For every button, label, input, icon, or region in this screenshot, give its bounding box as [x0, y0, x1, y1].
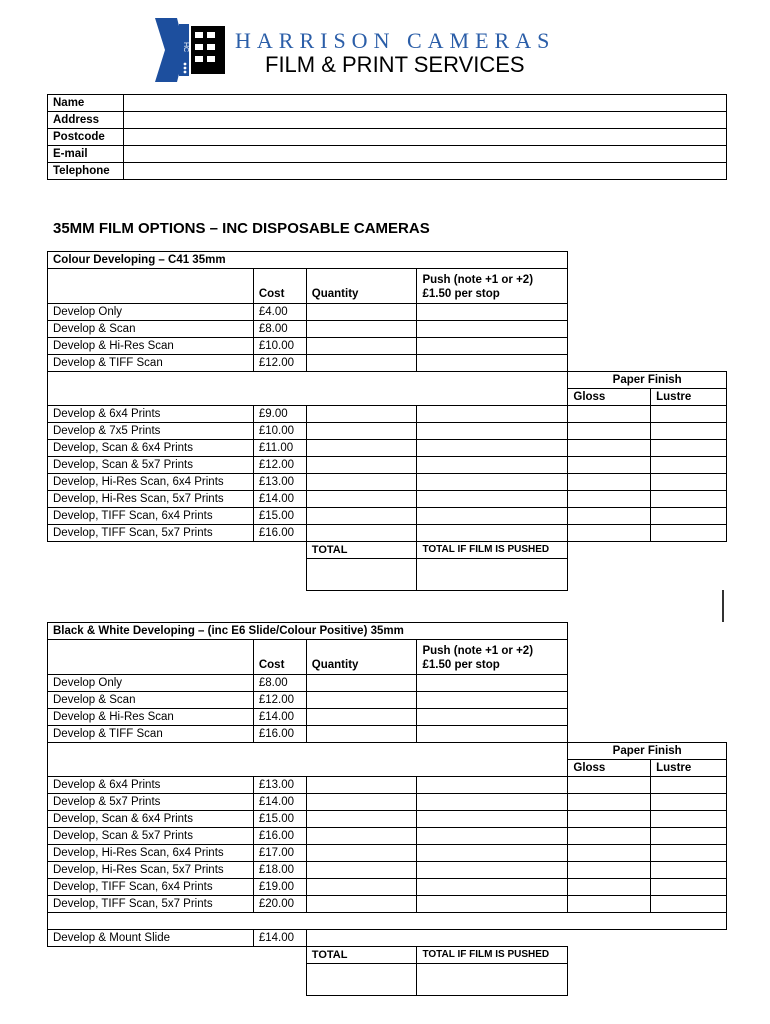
quantity-field[interactable]: [306, 304, 417, 321]
print-rows: [48, 777, 727, 913]
push-field[interactable]: [417, 896, 568, 913]
push-field[interactable]: [417, 675, 568, 692]
field-label: Name: [48, 95, 124, 112]
item-row: [48, 862, 727, 879]
total-pushed-label: TOTAL IF FILM IS PUSHED: [417, 947, 568, 964]
field-label: Postcode: [48, 129, 124, 146]
push-field[interactable]: [417, 423, 568, 440]
item-row: [48, 879, 727, 896]
gloss-field[interactable]: [568, 508, 651, 525]
total-field[interactable]: [306, 964, 417, 996]
item-name: Develop, Hi-Res Scan, 6x4 Prints: [48, 845, 254, 862]
lustre-field[interactable]: [651, 508, 727, 525]
field-label: Address: [48, 112, 124, 129]
gloss-field[interactable]: [568, 474, 651, 491]
item-name: Develop, TIFF Scan, 5x7 Prints: [48, 525, 254, 542]
field-label: Telephone: [48, 163, 124, 180]
gloss-field[interactable]: [568, 406, 651, 423]
brand-subtitle: FILM & PRINT SERVICES: [265, 52, 525, 77]
push-field[interactable]: [417, 440, 568, 457]
item-name: Develop Only: [48, 675, 254, 692]
item-name: Develop & Scan: [48, 692, 254, 709]
gloss-field[interactable]: [568, 862, 651, 879]
quantity-field[interactable]: [306, 440, 417, 457]
gloss-field[interactable]: [568, 777, 651, 794]
lustre-field[interactable]: [651, 794, 727, 811]
lustre-header: Lustre: [651, 760, 727, 777]
push-field[interactable]: [417, 726, 568, 743]
quantity-field[interactable]: [306, 692, 417, 709]
push-field[interactable]: [417, 811, 568, 828]
quantity-header: Quantity: [306, 269, 417, 304]
gloss-field[interactable]: [568, 811, 651, 828]
item-cost: £15.00: [253, 508, 306, 525]
push-field[interactable]: [417, 525, 568, 542]
item-cost: £10.00: [253, 338, 306, 355]
item-row: [48, 794, 727, 811]
colour-developing-table: [47, 251, 727, 591]
lustre-field[interactable]: [651, 474, 727, 491]
quantity-field[interactable]: [306, 321, 417, 338]
push-field[interactable]: [417, 709, 568, 726]
item-name: Develop, Scan & 5x7 Prints: [48, 457, 254, 474]
item-name: Develop, Hi-Res Scan, 6x4 Prints: [48, 474, 254, 491]
item-cost: £12.00: [253, 355, 306, 372]
gloss-field[interactable]: [568, 896, 651, 913]
customer-details-table: [47, 94, 727, 180]
lustre-field[interactable]: [651, 811, 727, 828]
item-cost: £17.00: [253, 845, 306, 862]
lustre-field[interactable]: [651, 879, 727, 896]
item-name: Develop, TIFF Scan, 6x4 Prints: [48, 508, 254, 525]
quantity-field[interactable]: [306, 879, 417, 896]
lustre-field[interactable]: [651, 525, 727, 542]
slide-row: [48, 930, 727, 947]
quantity-field[interactable]: [306, 355, 417, 372]
quantity-field[interactable]: [306, 675, 417, 692]
push-field[interactable]: [417, 406, 568, 423]
item-cost: £16.00: [253, 726, 306, 743]
item-row: [48, 845, 727, 862]
push-header: Push (note +1 or +2) £1.50 per stop: [417, 640, 568, 675]
lustre-field[interactable]: [651, 896, 727, 913]
item-cost: £14.00: [253, 930, 306, 947]
customer-row-address: [48, 112, 727, 129]
quantity-field[interactable]: [306, 457, 417, 474]
lustre-field[interactable]: [651, 423, 727, 440]
print-rows: [48, 406, 727, 542]
item-name: Develop & Hi-Res Scan: [48, 709, 254, 726]
item-name: Develop & TIFF Scan: [48, 355, 254, 372]
item-cost: £10.00: [253, 423, 306, 440]
item-cost: £13.00: [253, 777, 306, 794]
customer-row-email: [48, 146, 727, 163]
lustre-field[interactable]: [651, 845, 727, 862]
quantity-field[interactable]: [306, 338, 417, 355]
quantity-field[interactable]: [306, 896, 417, 913]
item-cost: £14.00: [253, 794, 306, 811]
lustre-field[interactable]: [651, 406, 727, 423]
item-name: Develop, TIFF Scan, 6x4 Prints: [48, 879, 254, 896]
section-title: 35MM FILM OPTIONS – INC DISPOSABLE CAMERAS: [53, 220, 430, 237]
quantity-field[interactable]: [306, 491, 417, 508]
quantity-field[interactable]: [306, 423, 417, 440]
lustre-field[interactable]: [651, 491, 727, 508]
item-cost: £15.00: [253, 811, 306, 828]
develop-rows: [48, 304, 727, 372]
item-row: [48, 726, 727, 743]
item-row: [48, 440, 727, 457]
item-name: Develop & Scan: [48, 321, 254, 338]
quantity-field[interactable]: [306, 726, 417, 743]
name-field[interactable]: [124, 95, 727, 112]
push-field[interactable]: [417, 491, 568, 508]
bw-developing-table: [47, 622, 727, 996]
svg-text:HC: HC: [182, 42, 189, 53]
gloss-field[interactable]: [568, 828, 651, 845]
customer-row-name: [48, 95, 727, 112]
text-cursor: [722, 590, 724, 622]
quantity-field[interactable]: [306, 508, 417, 525]
item-name: Develop, TIFF Scan, 5x7 Prints: [48, 896, 254, 913]
item-cost: £9.00: [253, 406, 306, 423]
gloss-field[interactable]: [568, 457, 651, 474]
item-row: [48, 321, 727, 338]
item-name: Develop & 5x7 Prints: [48, 794, 254, 811]
item-name: Develop & Mount Slide: [48, 930, 254, 947]
item-row: [48, 525, 727, 542]
push-field[interactable]: [417, 845, 568, 862]
item-row: [48, 777, 727, 794]
gloss-field[interactable]: [568, 491, 651, 508]
item-cost: £12.00: [253, 457, 306, 474]
item-row: [48, 423, 727, 440]
quantity-field[interactable]: [306, 525, 417, 542]
push-field[interactable]: [417, 828, 568, 845]
push-field[interactable]: [417, 338, 568, 355]
item-cost: £16.00: [253, 525, 306, 542]
cost-header: Cost: [253, 640, 306, 675]
quantity-header: Quantity: [306, 640, 417, 675]
push-field[interactable]: [417, 692, 568, 709]
item-cost: £19.00: [253, 879, 306, 896]
gloss-header: Gloss: [568, 389, 651, 406]
lustre-field[interactable]: [651, 440, 727, 457]
quantity-field[interactable]: [306, 862, 417, 879]
cost-header: Cost: [253, 269, 306, 304]
gloss-header: Gloss: [568, 760, 651, 777]
item-row: [48, 304, 727, 321]
item-name: Develop, Scan & 6x4 Prints: [48, 811, 254, 828]
quantity-field[interactable]: [306, 406, 417, 423]
customer-row-postcode: [48, 129, 727, 146]
push-field[interactable]: [417, 862, 568, 879]
item-row: [48, 811, 727, 828]
push-header: Push (note +1 or +2) £1.50 per stop: [417, 269, 568, 304]
lustre-field[interactable]: [651, 862, 727, 879]
push-field[interactable]: [417, 457, 568, 474]
email-field[interactable]: [124, 146, 727, 163]
total-label: TOTAL: [306, 947, 417, 964]
lustre-field[interactable]: [651, 457, 727, 474]
total-pushed-field[interactable]: [417, 964, 568, 996]
total-label: TOTAL: [306, 542, 417, 559]
paper-finish-header: Paper Finish: [568, 372, 727, 389]
gloss-field[interactable]: [568, 525, 651, 542]
item-row: [48, 355, 727, 372]
develop-rows: [48, 675, 727, 743]
item-row: [48, 675, 727, 692]
item-cost: £13.00: [253, 474, 306, 491]
gloss-field[interactable]: [568, 845, 651, 862]
item-name: Develop & 7x5 Prints: [48, 423, 254, 440]
lustre-field[interactable]: [651, 777, 727, 794]
paper-finish-header: Paper Finish: [568, 743, 727, 760]
push-field[interactable]: [417, 508, 568, 525]
quantity-field[interactable]: [306, 811, 417, 828]
item-cost: £14.00: [253, 491, 306, 508]
item-row: [48, 709, 727, 726]
table-title: Colour Developing – C41 35mm: [48, 252, 568, 269]
item-row: [48, 491, 727, 508]
table-title: Black & White Developing – (inc E6 Slide/Colour Positive) 35mm: [48, 623, 568, 640]
item-row: [48, 692, 727, 709]
item-cost: £18.00: [253, 862, 306, 879]
telephone-field[interactable]: [124, 163, 727, 180]
item-name: Develop, Scan & 6x4 Prints: [48, 440, 254, 457]
item-name: Develop & 6x4 Prints: [48, 777, 254, 794]
item-name: Develop & TIFF Scan: [48, 726, 254, 743]
gloss-field[interactable]: [568, 879, 651, 896]
quantity-field[interactable]: [306, 794, 417, 811]
gloss-field[interactable]: [568, 794, 651, 811]
item-cost: £16.00: [253, 828, 306, 845]
item-cost: £14.00: [253, 709, 306, 726]
item-row: [48, 338, 727, 355]
item-cost: £8.00: [253, 321, 306, 338]
quantity-field[interactable]: [306, 777, 417, 794]
lustre-header: Lustre: [651, 389, 727, 406]
item-name: Develop & 6x4 Prints: [48, 406, 254, 423]
item-row: [48, 896, 727, 913]
item-cost: £4.00: [253, 304, 306, 321]
push-field[interactable]: [417, 355, 568, 372]
push-field[interactable]: [417, 879, 568, 896]
address-field[interactable]: [124, 112, 727, 129]
item-name: Develop, Scan & 5x7 Prints: [48, 828, 254, 845]
lustre-field[interactable]: [651, 828, 727, 845]
push-field[interactable]: [417, 474, 568, 491]
field-label: E-mail: [48, 146, 124, 163]
push-field[interactable]: [417, 304, 568, 321]
item-row: [48, 474, 727, 491]
quantity-field[interactable]: [306, 474, 417, 491]
item-cost: £11.00: [253, 440, 306, 457]
item-name: Develop Only: [48, 304, 254, 321]
quantity-field[interactable]: [306, 709, 417, 726]
quantity-field[interactable]: [306, 845, 417, 862]
gloss-field[interactable]: [568, 440, 651, 457]
item-cost: £20.00: [253, 896, 306, 913]
quantity-field[interactable]: [306, 828, 417, 845]
harrison-cameras-logo-icon: [155, 16, 227, 84]
gloss-field[interactable]: [568, 423, 651, 440]
push-field[interactable]: [417, 794, 568, 811]
item-row: [48, 457, 727, 474]
postcode-field[interactable]: [124, 129, 727, 146]
item-name: Develop & Hi-Res Scan: [48, 338, 254, 355]
item-row: [48, 828, 727, 845]
item-cost: £12.00: [253, 692, 306, 709]
item-row: [48, 508, 727, 525]
item-row: [48, 406, 727, 423]
push-field[interactable]: [417, 777, 568, 794]
customer-row-telephone: [48, 163, 727, 180]
total-pushed-label: TOTAL IF FILM IS PUSHED: [417, 542, 568, 559]
item-cost: £8.00: [253, 675, 306, 692]
total-field[interactable]: [306, 559, 417, 591]
brand-name: HARRISON CAMERAS: [235, 28, 556, 53]
item-name: Develop, Hi-Res Scan, 5x7 Prints: [48, 862, 254, 879]
item-name: Develop, Hi-Res Scan, 5x7 Prints: [48, 491, 254, 508]
push-field[interactable]: [417, 321, 568, 338]
total-pushed-field[interactable]: [417, 559, 568, 591]
